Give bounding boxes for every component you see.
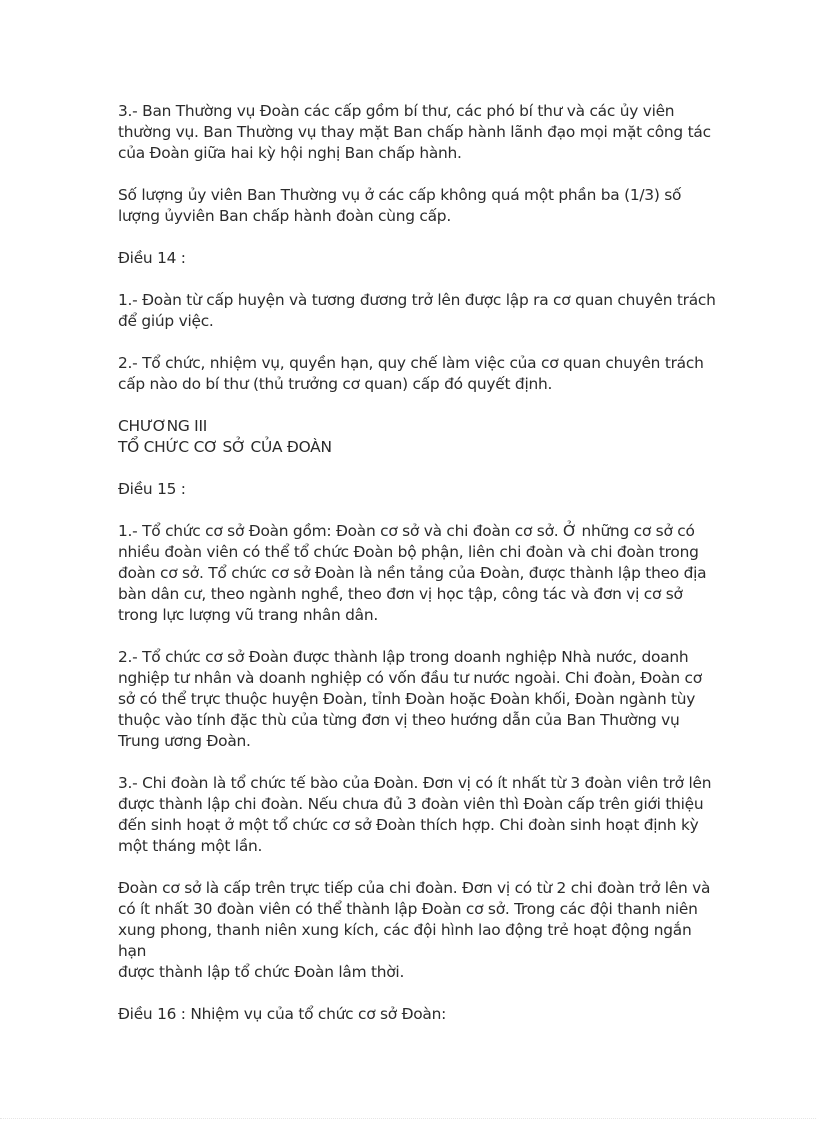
article-15-clause-3: 3.- Chi đoàn là tổ chức tế bào của Đoàn. Đơn vị có ít nhất từ 3 đoàn viên trở lên được thành lập chi đoàn. Nếu chưa đủ 3 đoàn viên thì Đoàn cấp trên giới thiệu đến sinh hoạt ở một tổ chức cơ sở Đoàn thích hợp. Chi đoàn sinh hoạt định kỳ một tháng một lần. (118, 774, 712, 855)
chapter-3-heading: CHƯƠNG III TỔ CHỨC CƠ SỞ CỦA ĐOÀN (118, 417, 332, 456)
article-15-heading: Điều 15 : (118, 480, 186, 498)
article-15-clause-2: 2.- Tổ chức cơ sở Đoàn được thành lập trong doanh nghiệp Nhà nước, doanh nghiệp tư nhân và doanh nghiệp có vốn đầu tư nước ngoài. Chi đoàn, Đoàn cơ sở có thể trực thuộc huyện Đoàn, tỉnh Đoàn hoặc Đoàn khối, Đoàn ngành tùy thuộc vào tính đặc thù của từng đơn vị theo hướng dẫn của Ban Thường vụ Trung ương Đoàn. (118, 648, 702, 750)
paragraph-standing-committee: 3.- Ban Thường vụ Đoàn các cấp gồm bí thư, các phó bí thư và các ủy viên thường vụ. Ban Thường vụ thay mặt Ban chấp hành lãnh đạo mọi mặt công tác của Đoàn giữa hai kỳ hội nghị Ban chấp hành. (118, 102, 711, 162)
article-15-grassroots-paragraph: Đoàn cơ sở là cấp trên trực tiếp của chi đoàn. Đơn vị có từ 2 chi đoàn trở lên và có ít nhất 30 đoàn viên có thể thành lập Đoàn cơ sở. Trong các đội thanh niên xung phong, thanh niên xung kích, các đội hình lao động trẻ hoạt động ngắn hạn được thành lập tổ chức Đoàn lâm thời. (118, 879, 711, 981)
article-14-clause-1: 1.- Đoàn từ cấp huyện và tương đương trở lên được lập ra cơ quan chuyên trách để giúp việc. (118, 291, 716, 330)
article-16-heading: Điều 16 : Nhiệm vụ của tổ chức cơ sở Đoàn: (118, 1005, 447, 1023)
page-bottom-divider (0, 1118, 816, 1119)
article-14-clause-2: 2.- Tổ chức, nhiệm vụ, quyền hạn, quy chế làm việc của cơ quan chuyên trách cấp nào do bí thư (thủ trưởng cơ quan) cấp đó quyết định. (118, 354, 704, 393)
article-15-clause-1: 1.- Tổ chức cơ sở Đoàn gồm: Đoàn cơ sở và chi đoàn cơ sở. Ở những cơ sở có nhiều đoàn viên có thể tổ chức Đoàn bộ phận, liên chi đoàn và chi đoàn trong đoàn cơ sở. Tổ chức cơ sở Đoàn là nền tảng của Đoàn, được thành lập theo địa bàn dân cư, theo ngành nghề, theo đơn vị học tập, công tác và đơn vị cơ sở trong lực lượng vũ trang nhân dân. (118, 522, 707, 624)
paragraph-committee-count: Số lượng ủy viên Ban Thường vụ ở các cấp không quá một phần ba (1/3) số lượng ủyviên Ban chấp hành đoàn cùng cấp. (118, 186, 682, 225)
document-body (118, 101, 718, 1046)
article-14-heading: Điều 14 : (118, 249, 186, 267)
